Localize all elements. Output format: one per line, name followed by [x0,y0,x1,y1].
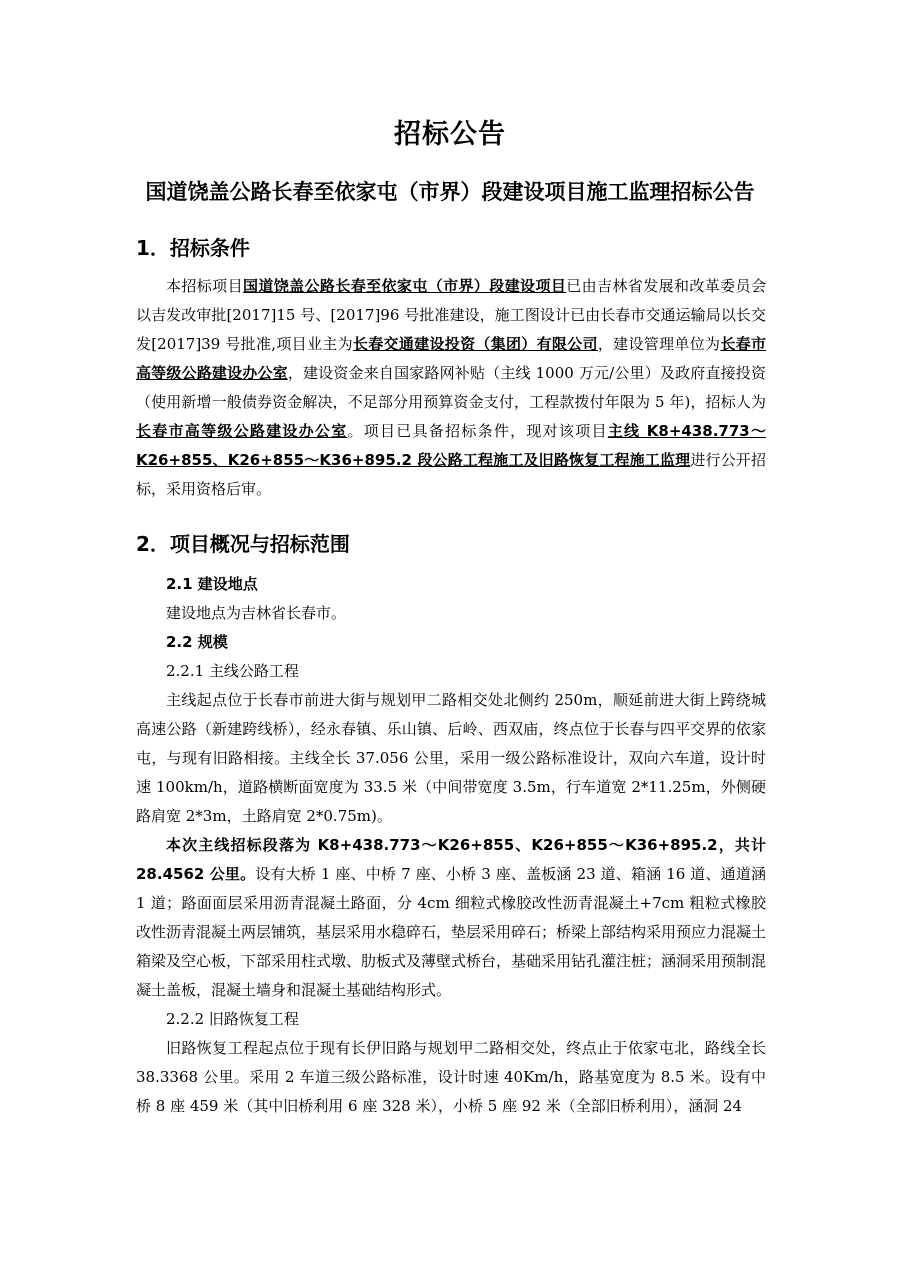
document-title: 招标公告 [394,119,506,150]
text-run: 。项目已具备招标条件，现对该项目 [347,422,608,440]
subsection-2-2-2-text: 旧路恢复工程起点位于现有长伊旧路与规划甲二路相交处，终点止于依家屯北，路线全长 38.3368 公里。采用 2 车道三级公路标准，设计时速 40Km/h，路基宽度为 8.5 米。设有中桥 8 座 459 米（其中旧桥利用 6 座 328 米），小桥 5 座 92 米（全部旧桥利用），涵洞 24 [136,1039,766,1115]
tender-section-range: 本次主线招标段落为 K8+438.773～K26+855、K26+855～K36+895.2，共计 28.4562 公里。 [136,836,766,883]
text-run: ，建设资金来自国家路网补贴（主线 1000 万元/公里）及政府直接投资（使用新增一般债券资金解决，不足部分用预算资金支付，工程款拨付年限为 5 年)，招标人为 [136,364,766,411]
text-run: 进行公开招标，采用资格后审。 [136,451,766,498]
text-run: 设有大桥 1 座、中桥 7 座、小桥 3 座、盖板涵 23 道、箱涵 16 道、通道涵 1 道；路面面层采用沥青混凝土路面，分 4cm 细粒式橡胶改性沥青混凝土+7cm 粗粒式橡胶改性沥青混凝土两层铺筑，基层采用水稳碎石，垫层采用碎石；桥梁上部结构采用预应力混凝土箱梁及空心板，下部采用柱式墩、肋板式及薄壁式桥台，基础采用钻孔灌注桩；涵洞采用预制混凝土盖板，混凝土墙身和混凝土基础结构形式。 [136,865,767,999]
document-subtitle: 国道饶盖公路长春至依家屯（市界）段建设项目施工监理招标公告 [145,180,755,204]
subsection-2-2-2-title: 2.2.2 旧路恢复工程 [166,1010,299,1028]
management-unit: 长春市高等级公路建设办公室 [136,335,766,382]
tender-scope: 主线 K8+438.773～K26+855、K26+855～K36+895.2 段公路工程施工及旧路恢复工程施工监理 [136,422,766,469]
project-owner: 长春交通建设投资（集团）有限公司 [352,335,598,353]
section-2-body [136,570,766,1121]
section-1-paragraph [136,272,766,504]
subsection-2-2-1-text-2 [136,831,766,1005]
subsection-2-1-text: 建设地点为吉林省长春市。 [166,604,347,622]
subsection-2-1-title: 2.1 建设地点 [166,575,258,593]
section-2-heading: 2．项目概况与招标范围 [136,532,350,556]
subsection-2-2-1-text: 主线起点位于长春市前进大街与规划甲二路相交处北侧约 250m，顺延前进大街上跨绕城高速公路（新建跨线桥），经永春镇、乐山镇、后岭、西双庙，终点位于长春与四平交界的依家屯，与现有旧路相接。主线全长 37.056 公里，采用一级公路标准设计，双向六车道，设计时速 100km/h，道路横断面宽度为 33.5 米（中间带宽度 3.5m，行车道宽 2*11.25m，外侧硬路肩宽 2*3m，土路肩宽 2*0.75m)。 [136,691,766,825]
project-name: 国道饶盖公路长春至依家屯（市界）段建设项目 [242,277,567,295]
text-run: 本招标项目 [166,277,243,295]
subsection-2-2-1-title: 2.2.1 主线公路工程 [166,662,299,680]
text-run: ，建设管理单位为 [597,335,721,353]
subsection-2-2-title: 2.2 规模 [166,633,228,651]
section-1-heading: 1．招标条件 [136,236,250,260]
text-run: 已由吉林省发展和改革委员会以吉发改审批[2017]15 号、[2017]96 号批准建设，施工图设计已由长春市交通运输局以长交发[2017]39 号批准,项目业主为 [136,277,766,353]
tenderer: 长春市高等级公路建设办公室 [136,422,348,440]
section-1-body [136,272,766,504]
